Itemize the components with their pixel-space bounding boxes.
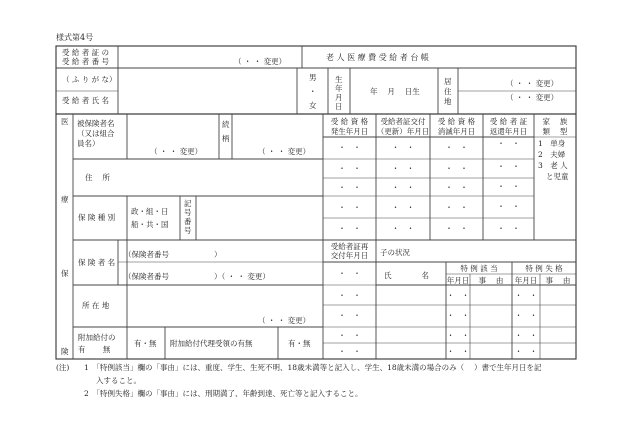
- date-dots: ・ ・: [446, 291, 470, 300]
- date-dots: ・ ・: [514, 347, 538, 356]
- address-label: 住 所: [85, 173, 110, 182]
- residence-change-b: （ ・ ・ 変更）: [506, 93, 559, 102]
- date-dots: ・ ・: [391, 143, 415, 152]
- date-dots: ・ ・: [338, 224, 361, 233]
- insurer-number-1: （保険者番号 ）: [124, 250, 222, 259]
- insured-name-label-3: 員名）: [77, 139, 100, 148]
- location-change: （ ・ ・ 変更）: [258, 316, 311, 325]
- date-dots: ・ ・: [338, 291, 361, 300]
- qual-end-h2: 消滅年月日: [437, 127, 476, 136]
- date-dots: ・ ・: [338, 183, 361, 192]
- qual-start-h1: 受 給 資 格: [330, 117, 369, 126]
- date-dots: ・ ・: [446, 331, 470, 340]
- additional-benefit-choice: 有・無: [134, 339, 157, 348]
- insured-name-label-2: （又は組合: [77, 129, 115, 138]
- family-type-h2: 類 型: [542, 127, 568, 136]
- insurance-types-1: 政・組・日: [131, 207, 169, 216]
- date-dots: ・ ・: [497, 182, 520, 191]
- reissue-label-1: 受給者証再: [330, 242, 369, 251]
- date-dots: ・ ・: [497, 224, 520, 233]
- code-number-label: 記号番号: [184, 199, 192, 235]
- date-dots: ・ ・: [445, 183, 468, 192]
- note-2: 2 「特例失格」欄の「事由」には、刑期満了、年齢到達、死亡等と記入すること。: [84, 389, 363, 398]
- recipient-id-label-1: 受 給 者 証 の: [62, 48, 110, 57]
- date-dots: ・ ・: [338, 347, 361, 356]
- recipient-id-change: （ ・ ・ 変更）: [234, 57, 287, 66]
- date-dots: ・ ・: [497, 162, 520, 171]
- children-name-header: 氏 名: [384, 271, 429, 280]
- family-type-2: 2 夫婦: [538, 150, 566, 159]
- notes-label: (注): [56, 363, 70, 372]
- special-applies-header: 特 例 該 当: [460, 264, 498, 273]
- special-applies-date: 年月日: [446, 276, 470, 285]
- side-label-3: 保: [61, 269, 69, 278]
- date-dots: ・ ・: [514, 331, 538, 340]
- relation-change: （ ・ ・ 変更）: [258, 147, 311, 156]
- special-applies-reason: 事 由: [478, 276, 504, 285]
- insurer-number-2: （保険者番号 ）（ ・ ・ 変更）: [124, 272, 270, 281]
- date-dots: ・ ・: [391, 203, 415, 212]
- furigana-label: （ ふ り が な）: [62, 75, 117, 84]
- form-title: 老 人 医 療 費 受 給 者 台 帳: [326, 53, 429, 62]
- recipient-id-label-2: 受 給 者 番 号: [62, 57, 110, 66]
- family-type-1: 1 単身: [538, 139, 566, 148]
- birth-date-label: 生年月日: [335, 75, 343, 111]
- insurance-type-label: 保 険 種 別: [78, 213, 116, 222]
- birth-date-ymd: 年 月 日生: [370, 87, 420, 96]
- form-number: 様式第4号: [56, 33, 94, 42]
- date-dots: ・ ・: [338, 203, 361, 212]
- family-type-h1: 家 族: [542, 117, 568, 126]
- insured-name-label-1: 被保険者名: [77, 119, 115, 128]
- relation-label: 続柄: [222, 120, 230, 143]
- date-dots: ・ ・: [338, 269, 361, 278]
- location-label: 所 在 地: [82, 301, 110, 310]
- date-dots: ・ ・: [338, 164, 361, 173]
- qual-start-h2: 発生年月日: [330, 127, 369, 136]
- cert-issue-h1: 受給者証交付: [380, 117, 426, 126]
- reissue-label-2: 交付年月日: [330, 251, 369, 260]
- note-1-line-1: 1 「特例該当」欄の「事由」には、重度、学生、生死不明、18歳未満等と記入し、学生、18歳未満の場合のみ（ ）書で生年月日を記: [84, 363, 542, 372]
- date-dots: ・ ・: [391, 164, 415, 173]
- insured-name-change: （ ・ ・ 変更）: [150, 147, 203, 156]
- cert-issue-h2: （更新）年月日: [376, 127, 430, 136]
- date-dots: ・ ・: [445, 224, 468, 233]
- family-type-3b: と児童: [546, 172, 569, 181]
- residence-change-a: （ ・ ・ 変更）: [506, 79, 559, 88]
- children-title: 子の状況: [380, 248, 410, 257]
- side-label-2: 療: [61, 195, 69, 204]
- special-loss-date: 年月日: [514, 276, 538, 285]
- date-dots: ・ ・: [391, 183, 415, 192]
- date-dots: ・ ・: [391, 224, 415, 233]
- date-dots: ・ ・: [446, 347, 470, 356]
- date-dots: ・ ・: [445, 203, 468, 212]
- special-loss-header: 特 例 失 格: [525, 264, 563, 273]
- date-dots: ・ ・: [338, 143, 361, 152]
- additional-benefit-label-2: 有 無: [78, 345, 111, 354]
- date-dots: ・ ・: [445, 143, 468, 152]
- additional-benefit-label-1: 附加給付の: [78, 333, 116, 342]
- qual-end-h1: 受 給 資 格: [437, 117, 476, 126]
- family-type-3: 3 老 人: [538, 161, 568, 170]
- side-label-1: 医: [61, 117, 69, 126]
- date-dots: ・ ・: [514, 291, 538, 300]
- insurance-types-2: 船・共・国: [131, 220, 169, 229]
- residence-label: 居住地: [444, 77, 452, 106]
- recipient-name-label: 受 給 者 氏 名: [62, 96, 110, 105]
- sex-male: 男: [309, 73, 317, 82]
- date-dots: ・ ・: [446, 311, 470, 320]
- date-dots: ・ ・: [445, 164, 468, 173]
- side-label-4: 険: [61, 347, 69, 356]
- agency-receipt-label: 附加給付代理受領の有無: [170, 339, 253, 348]
- cert-return-h2: 返還年月日: [489, 127, 528, 136]
- date-dots: ・ ・: [497, 202, 520, 211]
- cert-return-h1: 受 給 者 証: [489, 117, 528, 126]
- note-1-line-2: 入すること。: [96, 376, 141, 385]
- agency-receipt-choice: 有・無: [288, 339, 311, 348]
- date-dots: ・ ・: [338, 311, 361, 320]
- date-dots: ・ ・: [497, 139, 520, 148]
- date-dots: ・ ・: [338, 331, 361, 340]
- sex-female: 女: [309, 101, 317, 110]
- insurer-name-label: 保 険 者 名: [78, 258, 116, 267]
- special-loss-reason: 事 由: [545, 276, 571, 285]
- date-dots: ・ ・: [514, 311, 538, 320]
- sex-dot: ・: [309, 87, 317, 96]
